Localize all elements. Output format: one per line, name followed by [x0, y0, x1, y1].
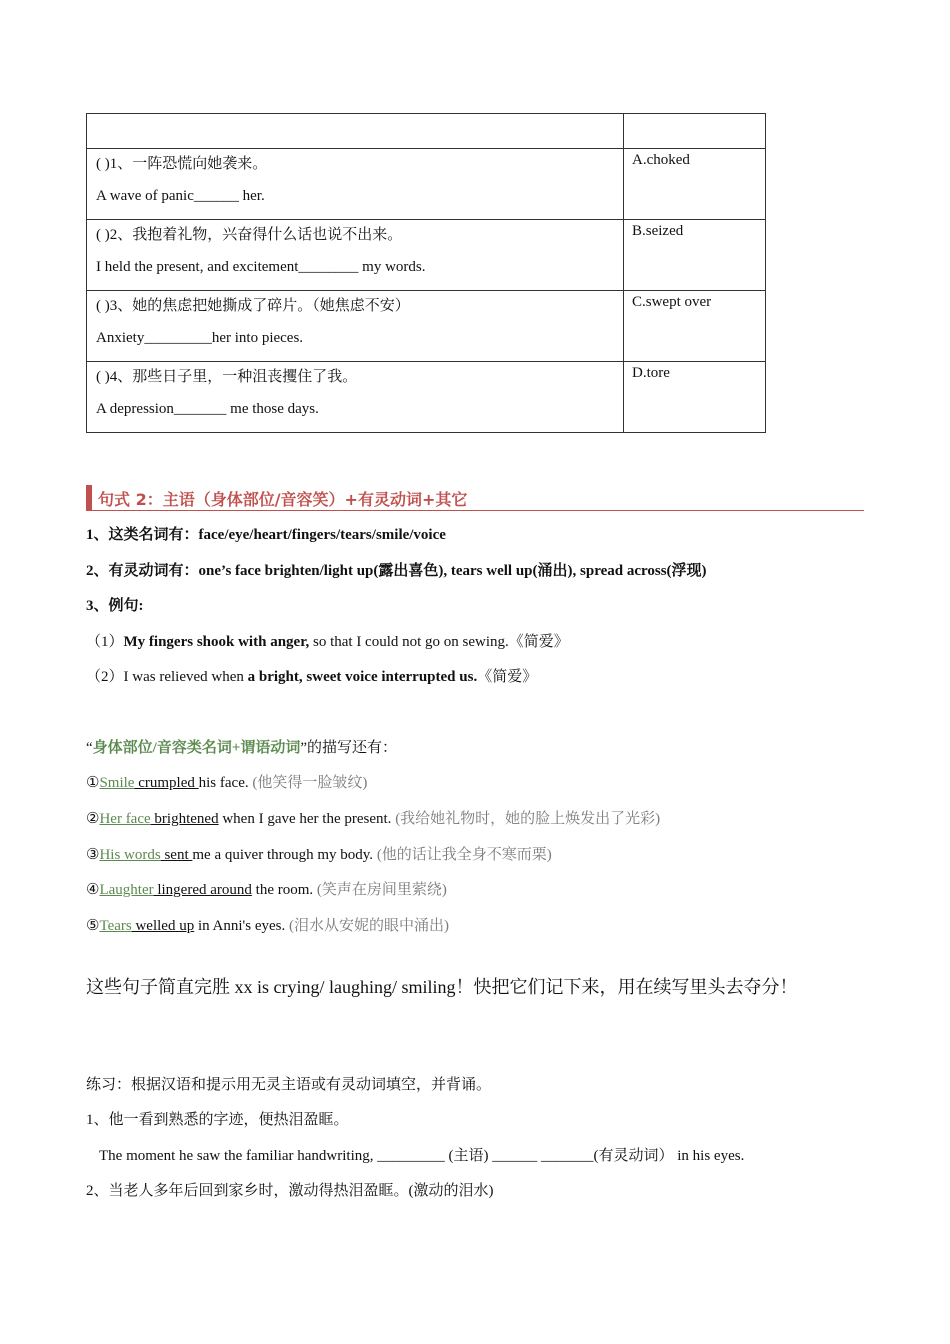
section-heading	[86, 485, 864, 511]
section-title: 句式 2：主语（身体部位/音容笑）+有灵动词+其它	[98, 490, 468, 509]
option-text: C.swept over	[632, 294, 712, 310]
practice-q1: 1、他一看到熟悉的字迹，便热泪盈眶。	[86, 1112, 349, 1128]
list-item: ④Laughter lingered around the room. (笑声在房间里萦绕)	[86, 882, 447, 898]
option-text: A.choked	[632, 152, 690, 168]
point-2: 2、有灵动词有：one’s face brighten/light up(露出喜色), tears well up(涌出), spread across(浮现)	[86, 563, 707, 579]
question-cn: ( )1、一阵恐慌向她袭来。	[96, 156, 268, 172]
question-cn: ( )2、我抱着礼物，兴奋得什么话也说不出来。	[96, 227, 403, 243]
example-1: （1）My fingers shook with anger, so that I could not go on sewing.《简爱》	[86, 634, 569, 650]
question-en: I held the present, and excitement________ my words.	[96, 259, 426, 275]
list-item: ②Her face brightened when I gave her the present. (我给她礼物时，她的脸上焕发出了光彩)	[86, 811, 661, 827]
table-row	[87, 220, 766, 291]
option-text: D.tore	[632, 365, 670, 381]
section-marker	[86, 485, 92, 510]
tip-text: 这些句子简直完胜 xx is crying/ laughing/ smiling！快把它们记下来，用在续写里头去夺分！	[86, 977, 798, 997]
question-cn: ( )3、她的焦虑把她撕成了碎片。（她焦虑不安）	[96, 298, 410, 314]
table-row	[87, 362, 766, 433]
question-en: A wave of panic______ her.	[96, 188, 265, 204]
matching-table	[86, 113, 766, 433]
practice-instruction: 练习：根据汉语和提示用无灵主语或有灵动词填空，并背诵。	[86, 1077, 492, 1093]
table-row	[87, 149, 766, 220]
example-2: （2）I was relieved when a bright, sweet voice interrupted us.《简爱》	[86, 669, 538, 685]
list-item: ⑤Tears welled up in Anni's eyes. (泪水从安妮的眼中涌出)	[86, 918, 449, 934]
question-cn: ( )4、那些日子里，一种沮丧攫住了我。	[96, 369, 358, 385]
question-en: Anxiety_________her into pieces.	[96, 330, 304, 346]
practice-q2: 2、当老人多年后回到家乡时，激动得热泪盈眶。(激动的泪水)	[86, 1183, 494, 1199]
point-1: 1、这类名词有：face/eye/heart/fingers/tears/smile/voice	[86, 527, 446, 543]
table-row	[87, 291, 766, 362]
table-header-row	[87, 114, 766, 149]
practice-q1-en: The moment he saw the familiar handwriting, _________ (主语) ______ _______(有灵动词） in his eyes.	[99, 1148, 745, 1164]
list-item: ①Smile crumpled his face. (他笑得一脸皱纹)	[86, 775, 368, 791]
list-item: ③His words sent me a quiver through my body. (他的话让我全身不寒而栗)	[86, 847, 552, 863]
question-en: A depression_______ me those days.	[96, 401, 319, 417]
point-3: 3、例句:	[86, 598, 144, 614]
header-cell-left	[87, 114, 624, 149]
option-text: B.seized	[632, 223, 684, 239]
header-cell-right	[624, 114, 766, 149]
more-intro: “身体部位/音容类名词+谓语动词”的描写还有：	[86, 740, 398, 756]
